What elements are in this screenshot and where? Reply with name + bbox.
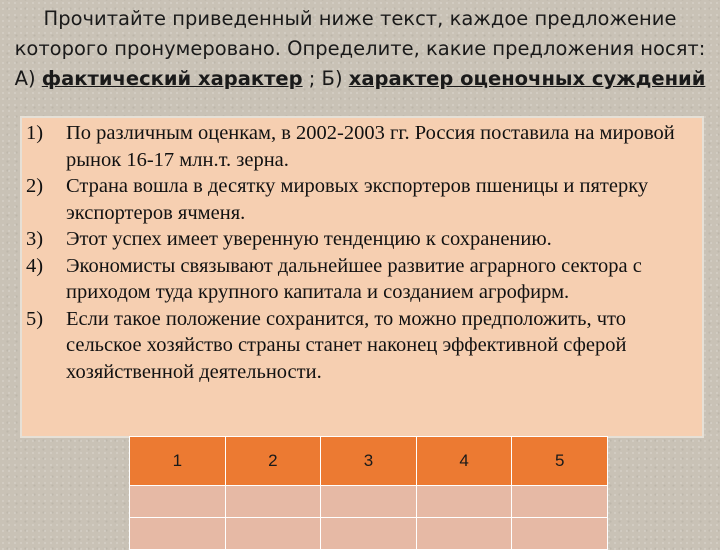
sentence-text: Страна вошла в десятку мировых экспортеров пшеницы и пятерку экспортеров ячменя.: [66, 175, 649, 224]
sentence-number: 1): [26, 122, 44, 144]
option-a-label: фактический характер: [41, 67, 303, 90]
answer-table: [129, 436, 608, 550]
sentence-text: Экономисты связывают дальнейшее развитие аграрного сектора с приходом туда крупного капитала и созданием агрофирм.: [66, 254, 642, 303]
sentence-item-1: [26, 120, 698, 173]
answer-cell-2[interactable]: [225, 518, 321, 550]
sentence-number: 5): [26, 307, 44, 330]
answer-table-row: [130, 518, 608, 550]
instruction-line-2: которого пронумеровано. Определите, какие предложения носят:: [14, 37, 706, 60]
instruction-line-1: Прочитайте приведенный ниже текст, каждое предложение: [43, 7, 677, 30]
answer-header-1: 1: [130, 437, 226, 486]
answer-cell-4[interactable]: [416, 486, 512, 518]
answer-cell-4[interactable]: [416, 518, 512, 550]
sentence-text: По различным оценкам, в 2002-2003 гг. Россия поставила на мировой рынок 16-17 млн.т. зерна.: [66, 122, 675, 171]
sentence-number: 4): [26, 254, 44, 277]
sentence-number: 2): [26, 175, 44, 197]
instruction-header: [0, 4, 720, 94]
answer-header-3: 3: [321, 437, 417, 486]
answer-header-4: 4: [416, 437, 512, 486]
option-b-label: характер оценочных суждений: [348, 67, 706, 90]
option-a-prefix: А): [14, 67, 42, 90]
sentence-item-5: [26, 306, 698, 386]
option-separator: ; Б): [302, 67, 349, 90]
answer-cell-5[interactable]: [512, 486, 608, 518]
sentence-text: Если такое положение сохранится, то можно предположить, что сельское хозяйство страны станет наконец эффективной сферой хозяйственной деятельности.: [66, 307, 627, 383]
sentence-text: Этот успех имеет уверенную тенденцию к сохранению.: [66, 228, 552, 250]
answer-header-5: 5: [512, 437, 608, 486]
answer-header-2: 2: [225, 437, 321, 486]
instruction-options: [0, 64, 720, 94]
answer-cell-3[interactable]: [321, 486, 417, 518]
answer-table-header-row: [130, 437, 608, 486]
answer-cell-2[interactable]: [225, 486, 321, 518]
answer-table-row: [130, 486, 608, 518]
answer-cell-3[interactable]: [321, 518, 417, 550]
answer-cell-1[interactable]: [130, 486, 226, 518]
answer-cell-5[interactable]: [512, 518, 608, 550]
answer-cell-1[interactable]: [130, 518, 226, 550]
sentence-number: 3): [26, 228, 44, 250]
sentence-item-3: [26, 226, 698, 253]
sentence-list: [26, 120, 698, 385]
sentence-item-2: [26, 173, 698, 226]
sentence-item-4: [26, 253, 698, 306]
